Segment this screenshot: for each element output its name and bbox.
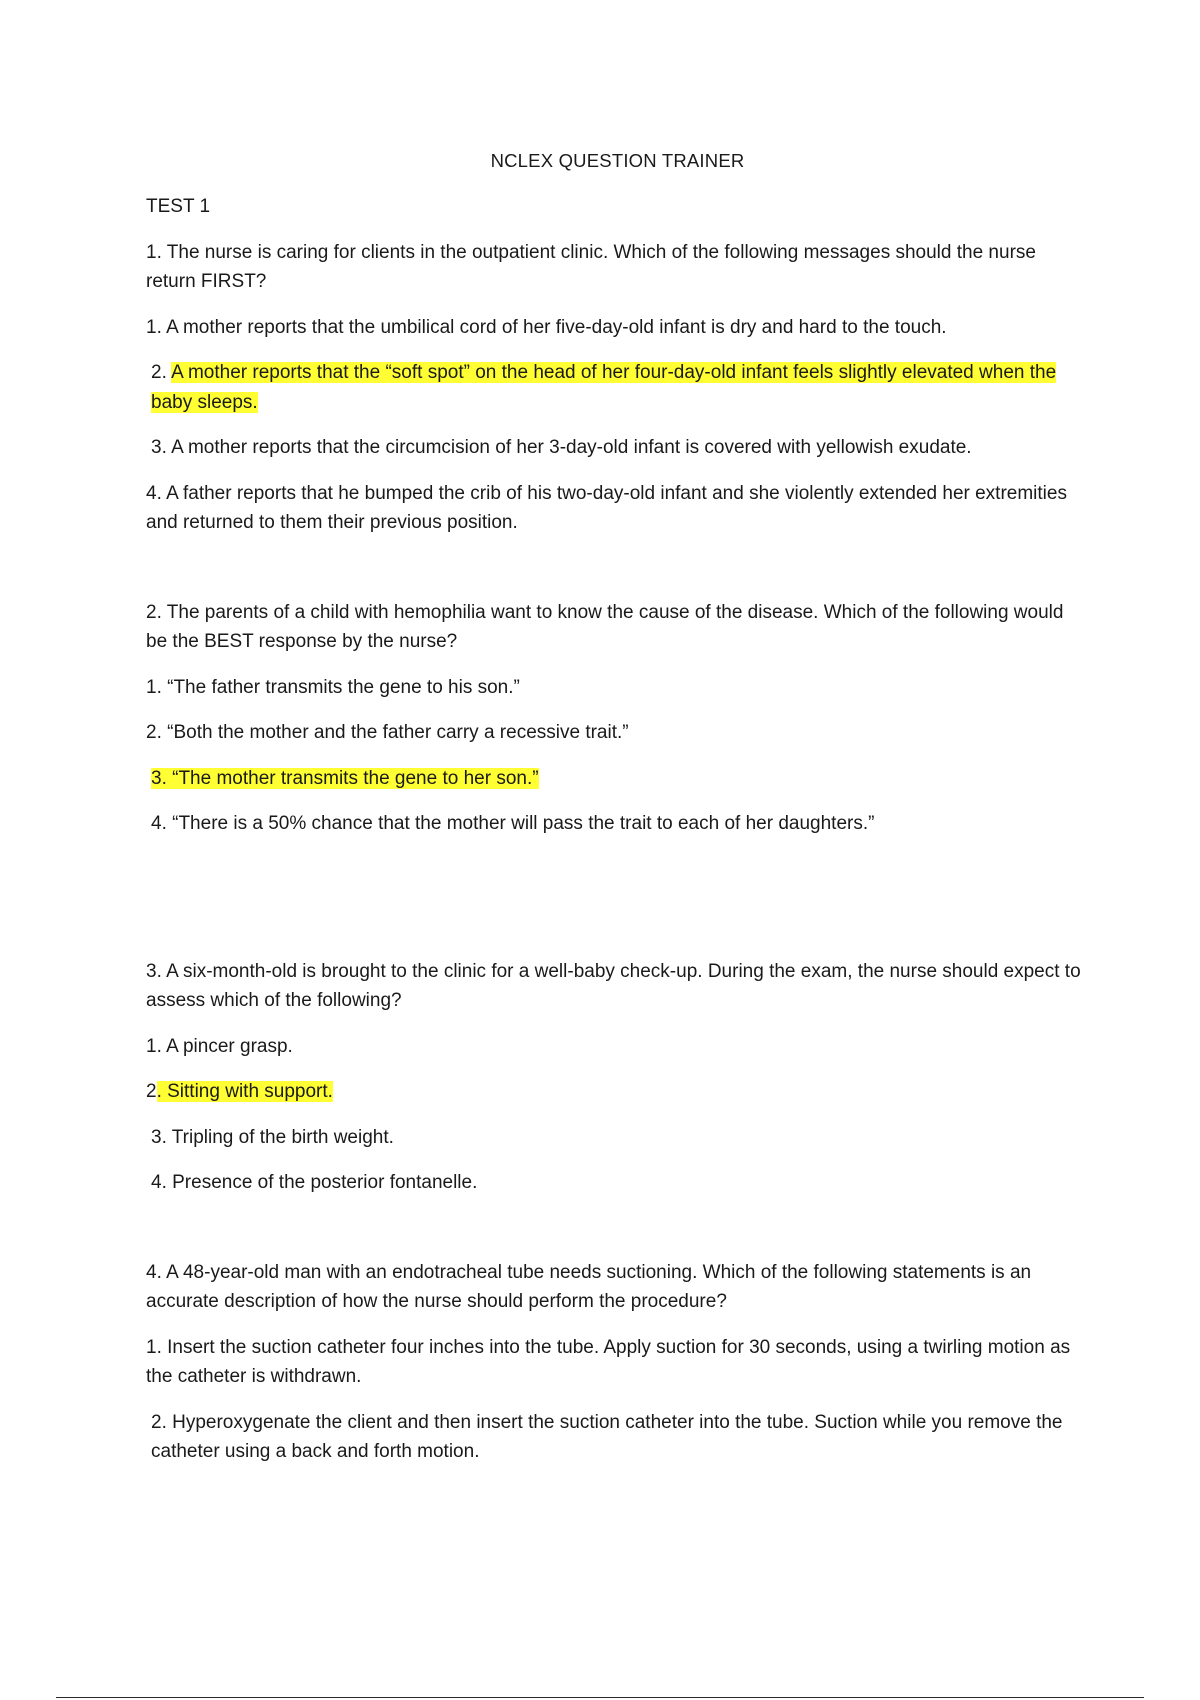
option-text: 2. Hyperoxygenate the client and then insert the suction catheter into the tube. Suction while you remove the catheter using a back and forth motion. bbox=[151, 1411, 1063, 1462]
highlighted-answer: 3. “The mother transmits the gene to her son.” bbox=[151, 767, 539, 789]
option-prefix: 2 bbox=[146, 1081, 157, 1102]
answer-option bbox=[146, 1032, 1086, 1062]
option-text: 4. A father reports that he bumped the crib of his two-day-old infant and she violently extended her extremities and returned to them their previous position. bbox=[146, 482, 1067, 533]
answer-option bbox=[146, 718, 1086, 748]
option-text: 1. “The father transmits the gene to his son.” bbox=[146, 676, 520, 698]
answer-option bbox=[146, 1168, 1086, 1198]
option-text: 4. Presence of the posterior fontanelle. bbox=[151, 1172, 478, 1193]
answer-option-correct bbox=[146, 358, 1086, 417]
question-stem: 2. The parents of a child with hemophilia want to know the cause of the disease. Which of the following would be the BEST response by the nurse? bbox=[146, 601, 1064, 652]
page-divider bbox=[56, 1697, 1144, 1698]
question-4 bbox=[146, 1258, 1086, 1467]
answer-option bbox=[146, 673, 1086, 703]
option-text: 1. Insert the suction catheter four inches into the tube. Apply suction for 30 seconds, using a twirling motion as the catheter is withdrawn. bbox=[146, 1336, 1071, 1387]
answer-option bbox=[146, 1333, 1086, 1392]
answer-option bbox=[146, 809, 1086, 839]
answer-option bbox=[146, 1123, 1086, 1153]
question-3 bbox=[146, 957, 1086, 1198]
answer-option bbox=[146, 1408, 1086, 1467]
answer-option bbox=[146, 313, 1086, 343]
question-stem: 1. The nurse is caring for clients in the outpatient clinic. Which of the following messages should the nurse return FIRST? bbox=[146, 241, 1036, 292]
option-text: 1. A mother reports that the umbilical cord of her five-day-old infant is dry and hard to the touch. bbox=[146, 316, 947, 338]
question-stem: 3. A six-month-old is brought to the clinic for a well-baby check-up. During the exam, the nurse should expect to assess which of the following? bbox=[146, 960, 1081, 1011]
option-text: 4. “There is a 50% chance that the mother will pass the trait to each of her daughters.” bbox=[151, 813, 875, 834]
question-2 bbox=[146, 598, 1086, 839]
test-label: TEST 1 bbox=[146, 196, 211, 217]
answer-option-correct bbox=[146, 1077, 1086, 1107]
option-prefix: 2. bbox=[151, 362, 172, 383]
document-title: NCLEX QUESTION TRAINER bbox=[490, 150, 745, 171]
answer-option bbox=[146, 433, 1086, 463]
option-text: 3. A mother reports that the circumcision of her 3-day-old infant is covered with yellowish exudate. bbox=[151, 437, 972, 458]
document-body bbox=[146, 192, 1086, 1483]
option-text: 3. Tripling of the birth weight. bbox=[151, 1126, 394, 1148]
answer-option-correct bbox=[146, 764, 1086, 794]
answer-option bbox=[146, 479, 1086, 538]
question-1 bbox=[146, 238, 1086, 538]
highlighted-answer: A mother reports that the “soft spot” on the head of her four-day-old infant feels slightly elevated when the baby sleeps. bbox=[151, 362, 1057, 413]
question-stem: 4. A 48-year-old man with an endotracheal tube needs suctioning. Which of the following statements is an accurate description of how the nurse should perform the procedure? bbox=[146, 1261, 1032, 1312]
option-text: 2. “Both the mother and the father carry a recessive trait.” bbox=[146, 722, 629, 743]
option-text: 1. A pincer grasp. bbox=[146, 1035, 293, 1057]
highlighted-answer: . Sitting with support. bbox=[156, 1081, 333, 1102]
